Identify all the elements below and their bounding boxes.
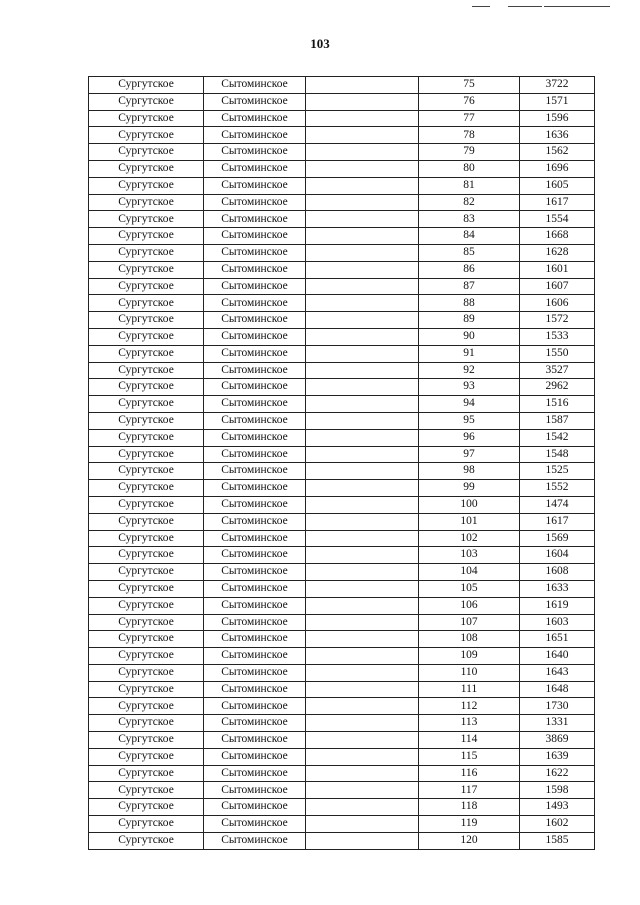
area-cell: Сытоминское (204, 463, 306, 480)
area-cell: Сытоминское (204, 244, 306, 261)
number-cell: 106 (419, 597, 520, 614)
field-cell: Сургутское (89, 160, 204, 177)
area-cell: Сытоминское (204, 765, 306, 782)
area-cell: Сытоминское (204, 412, 306, 429)
field-cell: Сургутское (89, 412, 204, 429)
table-row (89, 160, 595, 177)
note-cell (306, 194, 419, 211)
value-cell: 1648 (520, 681, 595, 698)
table-row (89, 631, 595, 648)
note-cell (306, 211, 419, 228)
area-cell: Сытоминское (204, 799, 306, 816)
value-cell: 1668 (520, 228, 595, 245)
value-cell: 1640 (520, 648, 595, 665)
value-cell: 1639 (520, 748, 595, 765)
value-cell: 1554 (520, 211, 595, 228)
header-rule (472, 6, 490, 7)
area-cell: Сытоминское (204, 144, 306, 161)
field-cell: Сургутское (89, 396, 204, 413)
number-cell: 91 (419, 345, 520, 362)
table-row (89, 312, 595, 329)
value-cell: 1571 (520, 93, 595, 110)
table-row (89, 664, 595, 681)
table-row (89, 144, 595, 161)
table-row (89, 345, 595, 362)
field-cell: Сургутское (89, 816, 204, 833)
area-cell: Сытоминское (204, 816, 306, 833)
area-cell: Сытоминское (204, 110, 306, 127)
data-table (88, 76, 595, 850)
area-cell: Сытоминское (204, 93, 306, 110)
value-cell: 1604 (520, 547, 595, 564)
number-cell: 110 (419, 664, 520, 681)
area-cell: Сытоминское (204, 480, 306, 497)
note-cell (306, 110, 419, 127)
number-cell: 98 (419, 463, 520, 480)
value-cell: 1548 (520, 446, 595, 463)
number-cell: 94 (419, 396, 520, 413)
field-cell: Сургутское (89, 328, 204, 345)
field-cell: Сургутское (89, 513, 204, 530)
area-cell: Сытоминское (204, 228, 306, 245)
area-cell: Сытоминское (204, 429, 306, 446)
field-cell: Сургутское (89, 748, 204, 765)
table-row (89, 715, 595, 732)
number-cell: 85 (419, 244, 520, 261)
number-cell: 105 (419, 580, 520, 597)
table-row (89, 782, 595, 799)
value-cell: 1607 (520, 278, 595, 295)
field-cell: Сургутское (89, 127, 204, 144)
field-cell: Сургутское (89, 664, 204, 681)
area-cell: Сытоминское (204, 530, 306, 547)
note-cell (306, 513, 419, 530)
number-cell: 84 (419, 228, 520, 245)
value-cell: 1598 (520, 782, 595, 799)
value-cell: 1552 (520, 480, 595, 497)
field-cell: Сургутское (89, 463, 204, 480)
note-cell (306, 530, 419, 547)
area-cell: Сытоминское (204, 379, 306, 396)
field-cell: Сургутское (89, 698, 204, 715)
note-cell (306, 614, 419, 631)
value-cell: 1636 (520, 127, 595, 144)
area-cell: Сытоминское (204, 278, 306, 295)
value-cell: 3722 (520, 77, 595, 94)
area-cell: Сытоминское (204, 160, 306, 177)
table-row (89, 211, 595, 228)
table-row (89, 177, 595, 194)
area-cell: Сытоминское (204, 295, 306, 312)
field-cell: Сургутское (89, 261, 204, 278)
value-cell: 1596 (520, 110, 595, 127)
value-cell: 1525 (520, 463, 595, 480)
area-cell: Сытоминское (204, 312, 306, 329)
number-cell: 100 (419, 496, 520, 513)
area-cell: Сытоминское (204, 194, 306, 211)
table-row (89, 832, 595, 849)
note-cell (306, 144, 419, 161)
value-cell: 1533 (520, 328, 595, 345)
table-row (89, 328, 595, 345)
area-cell: Сытоминское (204, 715, 306, 732)
field-cell: Сургутское (89, 228, 204, 245)
value-cell: 3527 (520, 362, 595, 379)
number-cell: 111 (419, 681, 520, 698)
number-cell: 107 (419, 614, 520, 631)
table-row (89, 278, 595, 295)
field-cell: Сургутское (89, 278, 204, 295)
table-row (89, 547, 595, 564)
note-cell (306, 597, 419, 614)
value-cell: 1585 (520, 832, 595, 849)
note-cell (306, 328, 419, 345)
value-cell: 1601 (520, 261, 595, 278)
note-cell (306, 799, 419, 816)
number-cell: 99 (419, 480, 520, 497)
note-cell (306, 664, 419, 681)
value-cell: 1617 (520, 194, 595, 211)
value-cell: 1643 (520, 664, 595, 681)
field-cell: Сургутское (89, 362, 204, 379)
field-cell: Сургутское (89, 379, 204, 396)
value-cell: 1651 (520, 631, 595, 648)
note-cell (306, 295, 419, 312)
number-cell: 113 (419, 715, 520, 732)
area-cell: Сытоминское (204, 177, 306, 194)
field-cell: Сургутское (89, 648, 204, 665)
value-cell: 1550 (520, 345, 595, 362)
table-row (89, 513, 595, 530)
number-cell: 90 (419, 328, 520, 345)
field-cell: Сургутское (89, 144, 204, 161)
area-cell: Сытоминское (204, 496, 306, 513)
note-cell (306, 396, 419, 413)
area-cell: Сытоминское (204, 664, 306, 681)
field-cell: Сургутское (89, 244, 204, 261)
number-cell: 104 (419, 564, 520, 581)
note-cell (306, 782, 419, 799)
note-cell (306, 547, 419, 564)
field-cell: Сургутское (89, 496, 204, 513)
table-row (89, 480, 595, 497)
table-row (89, 580, 595, 597)
field-cell: Сургутское (89, 597, 204, 614)
number-cell: 92 (419, 362, 520, 379)
note-cell (306, 127, 419, 144)
table-row (89, 614, 595, 631)
number-cell: 101 (419, 513, 520, 530)
note-cell (306, 379, 419, 396)
header-rule (544, 6, 610, 7)
field-cell: Сургутское (89, 429, 204, 446)
note-cell (306, 648, 419, 665)
area-cell: Сытоминское (204, 732, 306, 749)
field-cell: Сургутское (89, 564, 204, 581)
area-cell: Сытоминское (204, 580, 306, 597)
field-cell: Сургутское (89, 782, 204, 799)
field-cell: Сургутское (89, 345, 204, 362)
field-cell: Сургутское (89, 93, 204, 110)
value-cell: 1603 (520, 614, 595, 631)
field-cell: Сургутское (89, 312, 204, 329)
value-cell: 1730 (520, 698, 595, 715)
note-cell (306, 631, 419, 648)
table-row (89, 597, 595, 614)
number-cell: 78 (419, 127, 520, 144)
number-cell: 96 (419, 429, 520, 446)
table-row (89, 648, 595, 665)
field-cell: Сургутское (89, 110, 204, 127)
note-cell (306, 278, 419, 295)
value-cell: 2962 (520, 379, 595, 396)
field-cell: Сургутское (89, 211, 204, 228)
area-cell: Сытоминское (204, 211, 306, 228)
field-cell: Сургутское (89, 530, 204, 547)
area-cell: Сытоминское (204, 446, 306, 463)
note-cell (306, 732, 419, 749)
field-cell: Сургутское (89, 681, 204, 698)
number-cell: 88 (419, 295, 520, 312)
number-cell: 114 (419, 732, 520, 749)
field-cell: Сургутское (89, 631, 204, 648)
field-cell: Сургутское (89, 832, 204, 849)
note-cell (306, 681, 419, 698)
value-cell: 1569 (520, 530, 595, 547)
table-row (89, 110, 595, 127)
area-cell: Сытоминское (204, 698, 306, 715)
table-row (89, 194, 595, 211)
note-cell (306, 715, 419, 732)
value-cell: 1622 (520, 765, 595, 782)
number-cell: 82 (419, 194, 520, 211)
number-cell: 116 (419, 765, 520, 782)
note-cell (306, 228, 419, 245)
number-cell: 79 (419, 144, 520, 161)
field-cell: Сургутское (89, 799, 204, 816)
note-cell (306, 580, 419, 597)
value-cell: 1617 (520, 513, 595, 530)
field-cell: Сургутское (89, 580, 204, 597)
value-cell: 1587 (520, 412, 595, 429)
note-cell (306, 564, 419, 581)
page-number: 103 (310, 36, 330, 51)
area-cell: Сытоминское (204, 396, 306, 413)
field-cell: Сургутское (89, 715, 204, 732)
note-cell (306, 177, 419, 194)
area-cell: Сытоминское (204, 832, 306, 849)
number-cell: 120 (419, 832, 520, 849)
table-row (89, 463, 595, 480)
table-row (89, 799, 595, 816)
area-cell: Сытоминское (204, 77, 306, 94)
table-row (89, 496, 595, 513)
field-cell: Сургутское (89, 295, 204, 312)
area-cell: Сытоминское (204, 631, 306, 648)
table-row (89, 412, 595, 429)
field-cell: Сургутское (89, 177, 204, 194)
note-cell (306, 698, 419, 715)
number-cell: 115 (419, 748, 520, 765)
value-cell: 1696 (520, 160, 595, 177)
table-row (89, 816, 595, 833)
value-cell: 3869 (520, 732, 595, 749)
table-row (89, 530, 595, 547)
note-cell (306, 412, 419, 429)
area-cell: Сытоминское (204, 597, 306, 614)
value-cell: 1562 (520, 144, 595, 161)
note-cell (306, 765, 419, 782)
area-cell: Сытоминское (204, 362, 306, 379)
field-cell: Сургутское (89, 547, 204, 564)
value-cell: 1331 (520, 715, 595, 732)
field-cell: Сургутское (89, 446, 204, 463)
value-cell: 1474 (520, 496, 595, 513)
value-cell: 1608 (520, 564, 595, 581)
table-body (89, 77, 595, 850)
field-cell: Сургутское (89, 77, 204, 94)
area-cell: Сытоминское (204, 261, 306, 278)
note-cell (306, 816, 419, 833)
note-cell (306, 362, 419, 379)
value-cell: 1572 (520, 312, 595, 329)
number-cell: 95 (419, 412, 520, 429)
value-cell: 1633 (520, 580, 595, 597)
area-cell: Сытоминское (204, 328, 306, 345)
table-row (89, 698, 595, 715)
number-cell: 118 (419, 799, 520, 816)
field-cell: Сургутское (89, 480, 204, 497)
table-row (89, 429, 595, 446)
value-cell: 1628 (520, 244, 595, 261)
area-cell: Сытоминское (204, 127, 306, 144)
note-cell (306, 429, 419, 446)
note-cell (306, 446, 419, 463)
number-cell: 77 (419, 110, 520, 127)
area-cell: Сытоминское (204, 614, 306, 631)
field-cell: Сургутское (89, 732, 204, 749)
value-cell: 1606 (520, 295, 595, 312)
header-rule (508, 6, 542, 7)
number-cell: 109 (419, 648, 520, 665)
number-cell: 76 (419, 93, 520, 110)
value-cell: 1605 (520, 177, 595, 194)
number-cell: 86 (419, 261, 520, 278)
value-cell: 1619 (520, 597, 595, 614)
table-row (89, 261, 595, 278)
table-row (89, 244, 595, 261)
table-row (89, 748, 595, 765)
note-cell (306, 244, 419, 261)
value-cell: 1602 (520, 816, 595, 833)
number-cell: 75 (419, 77, 520, 94)
value-cell: 1493 (520, 799, 595, 816)
value-cell: 1516 (520, 396, 595, 413)
number-cell: 89 (419, 312, 520, 329)
number-cell: 117 (419, 782, 520, 799)
table-row (89, 446, 595, 463)
table-row (89, 396, 595, 413)
table-row (89, 681, 595, 698)
area-cell: Сытоминское (204, 547, 306, 564)
table-row (89, 77, 595, 94)
area-cell: Сытоминское (204, 513, 306, 530)
table-row (89, 379, 595, 396)
table-row (89, 362, 595, 379)
area-cell: Сытоминское (204, 748, 306, 765)
note-cell (306, 160, 419, 177)
number-cell: 97 (419, 446, 520, 463)
area-cell: Сытоминское (204, 345, 306, 362)
number-cell: 81 (419, 177, 520, 194)
note-cell (306, 748, 419, 765)
number-cell: 93 (419, 379, 520, 396)
table-row (89, 93, 595, 110)
note-cell (306, 480, 419, 497)
note-cell (306, 261, 419, 278)
area-cell: Сытоминское (204, 782, 306, 799)
number-cell: 102 (419, 530, 520, 547)
area-cell: Сытоминское (204, 648, 306, 665)
number-cell: 119 (419, 816, 520, 833)
table-row (89, 732, 595, 749)
table-row (89, 765, 595, 782)
field-cell: Сургутское (89, 765, 204, 782)
table-row (89, 295, 595, 312)
number-cell: 103 (419, 547, 520, 564)
table-row (89, 127, 595, 144)
area-cell: Сытоминское (204, 564, 306, 581)
field-cell: Сургутское (89, 614, 204, 631)
note-cell (306, 345, 419, 362)
number-cell: 80 (419, 160, 520, 177)
note-cell (306, 312, 419, 329)
field-cell: Сургутское (89, 194, 204, 211)
number-cell: 112 (419, 698, 520, 715)
note-cell (306, 496, 419, 513)
area-cell: Сытоминское (204, 681, 306, 698)
note-cell (306, 832, 419, 849)
table-row (89, 228, 595, 245)
note-cell (306, 463, 419, 480)
table-row (89, 564, 595, 581)
number-cell: 108 (419, 631, 520, 648)
number-cell: 83 (419, 211, 520, 228)
value-cell: 1542 (520, 429, 595, 446)
note-cell (306, 77, 419, 94)
number-cell: 87 (419, 278, 520, 295)
note-cell (306, 93, 419, 110)
